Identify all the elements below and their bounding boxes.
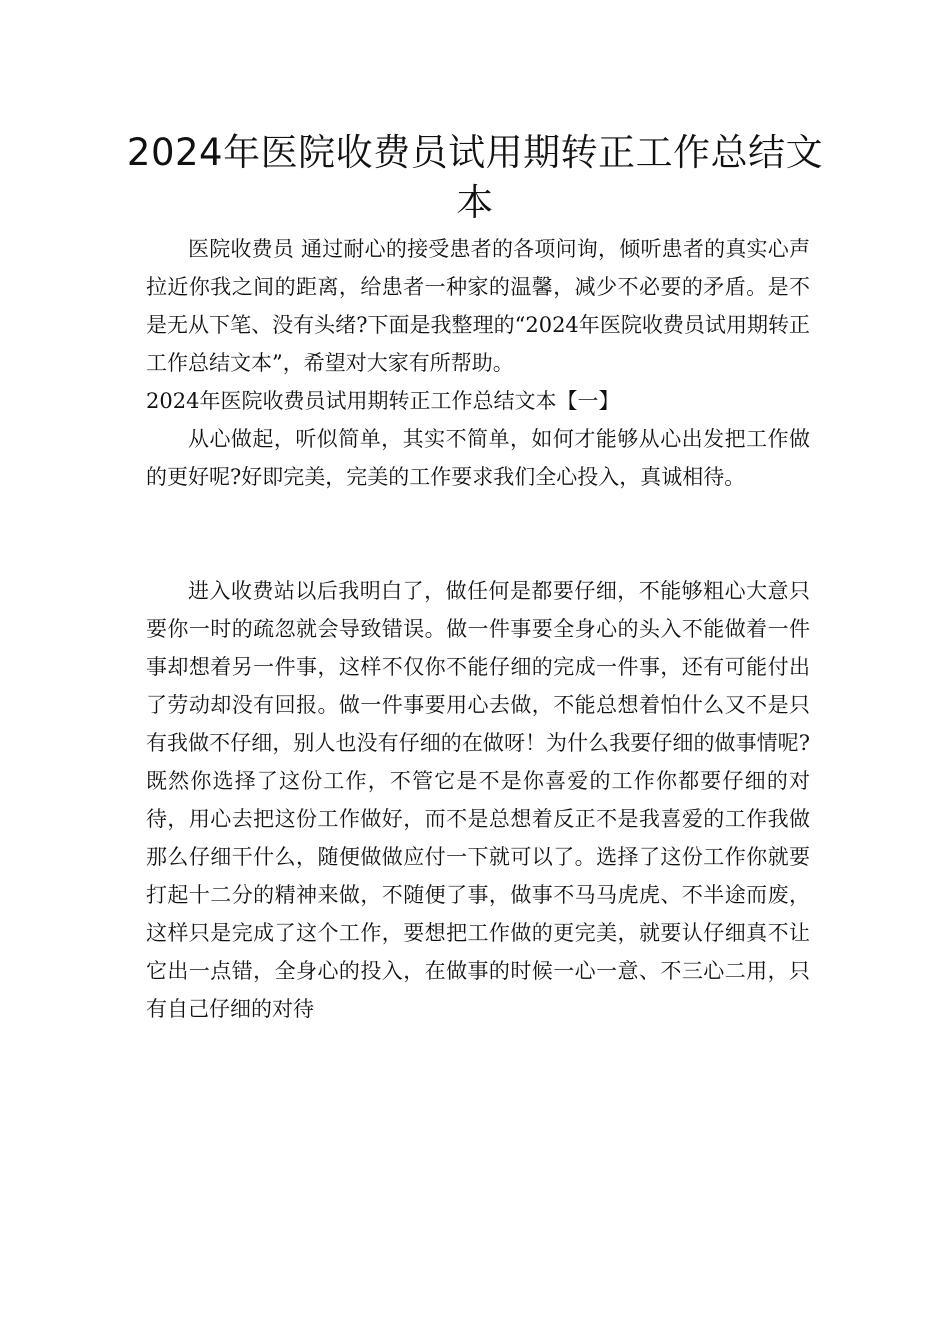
- section-heading: 2024年医院收费员试用期转正工作总结文本【一】: [146, 389, 620, 413]
- body-paragraph-2: 进入收费站以后我明白了，做任何是都要仔细，不能够粗心大意只要你一时的疏忽就会导致错误。做一件事要全身心的头入不能做着一件事却想着另一件事，这样不仅你不能仔细的完成一件事，还有可能付出了劳动却没有回报。做一件事要用心去做，不能总想着怕什么又不是只有我做不仔细，别人也没有仔细的在做呀！为什么我要仔细的做事情呢?既然你选择了这份工作，不管它是不是你喜爱的工作你都要仔细的对待，用心去把这份工作做好，而不是总想着反正不是我喜爱的工作我做那么仔细干什么，随便做做应付一下就可以了。选择了这份工作你就要打起十二分的精神来做，不随便了事，做事不马马虎虎、不半途而废，这样只是完成了这个工作，要想把工作做的更完美，就要认仔细真不让它出一点错，全身心的投入，在做事的时候一心一意、不三心二用，只有自己仔细的对待: [146, 579, 810, 1021]
- document-body: [146, 230, 810, 1028]
- paragraph-gap: [146, 496, 810, 572]
- document-title: 2024年医院收费员试用期转正工作总结文本: [126, 131, 824, 224]
- body-paragraph-1: 从心做起，听似简单，其实不简单，如何才能够从心出发把工作做的更好呢?好即完美，完美的工作要求我们全心投入，真诚相待。: [146, 427, 810, 489]
- intro-paragraph: 医院收费员 通过耐心的接受患者的各项问询，倾听患者的真实心声拉近你我之间的距离，给患者一种家的温馨，减少不必要的矛盾。是不是无从下笔、没有头绪?下面是我整理的“2024年医院收费员试用期转正工作总结文本”，希望对大家有所帮助。: [146, 237, 810, 375]
